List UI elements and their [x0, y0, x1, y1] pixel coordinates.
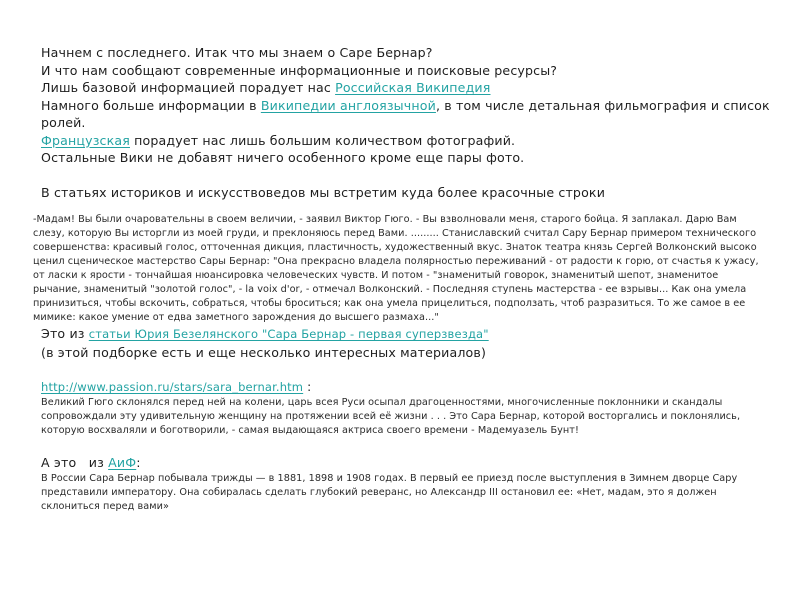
russian-wikipedia-link[interactable]: Российская Википедия [335, 80, 491, 95]
source3-line [41, 454, 771, 472]
source1-line [41, 325, 771, 344]
intro-line-3 [41, 79, 771, 97]
quote-block [33, 213, 763, 325]
french-wikipedia-link[interactable]: Французская [41, 132, 130, 148]
source3-text: В России Сара Бернар побывала трижды — в 1881, 1898 и 1908 годах. В первый ее приезд после выступления в Зимнем дворце Сару представили императору. Она собиралась сделать глубокий реверанс, но Александр III остановил ее: «Нет, мадам, это я должен склониться перед вами» [41, 472, 738, 512]
intro-line-4-rest: , в том числе детальная фильмография и список ролей. [41, 97, 770, 130]
source1-note: (в этой подборке есть и еще несколько интересных материалов) [41, 344, 487, 360]
intro-line-4 [41, 97, 771, 132]
intro-line-1: Начнем с последнего. Итак что мы знаем о Саре Бернар? [41, 45, 433, 60]
aif-link[interactable]: АиФ [108, 455, 137, 470]
source2-line [41, 379, 771, 396]
source3-colon: : [136, 455, 141, 470]
bezelyansky-article-link[interactable]: статьи Юрия Безелянского "Сара Бернар - первая суперзвезда" [88, 327, 489, 341]
source2-text: Великий Гюго склонялся перед ней на колени, царь всея Руси осыпал драгоценностями, многочисленные поклонники и скандалы сопровождали эту удивительную женщину на протяжении всей её жизни . . . Это Сара Бернар, которой восторгались и поклонялись, которую восхваляли и боготворили, - самая выдающаяся актриса своего времени - Мадемуазель Бунт! [41, 397, 741, 436]
intro-line-6: Остальные Вики не добавят ничего особенного кроме еще пары фото. [41, 150, 525, 165]
intro-line-4-text: Намного больше информации в [41, 97, 261, 113]
intro-line-3-text: Лишь базовой информацией порадует нас [41, 80, 336, 95]
english-wikipedia-link[interactable]: Википедии англоязычной [260, 97, 436, 113]
document-body [33, 44, 771, 514]
source3-prefix: А это из [41, 455, 109, 470]
passion-ru-link[interactable]: http://www.passion.ru/stars/sara_bernar.htm [41, 380, 304, 394]
source1-prefix: Это из [41, 326, 89, 341]
intro-line-5 [41, 132, 771, 150]
source2-colon: : [303, 380, 312, 394]
intro-line-2: И что нам сообщают современные информационные и поисковые ресурсы? [41, 62, 558, 78]
intro-line-5-rest: порадует нас лишь большим количеством фотографий. [129, 132, 516, 148]
quote-text: -Мадам! Вы были очаровательны в своем величии, - заявил Виктор Гюго. - Вы взволновали меня, старого бойца. Я заплакал. Дарю Вам слезу, которую Вы исторгли из моей груди, и преклоняюсь перед Вами. ......... Станиславский считал Сару Бернар примером технического совершенства: красивый голос, отточенная дикция, пластичность, художественный вкус. Знаток театра князь Сергей Волконский высоко ценил сценическое мастерство Сары Бернар: "Она прекрасно владела полярностью переживаний - от радости к горю, от счастья к ужасу, от ласки к ярости - тончайшая нюансировка человеческих чувств. И потом - "знаменитый говорок, знаменитый шепот, знаменитое рычание, знаменитый "золотой голос", - la voix d'or, - отмечал Волконский. - Последняя ступень мастерства - ее взрывы... Как она умела принизиться, чтобы вскочить, собраться, чтобы броситься; как она умела прицелиться, подползать, чтоб разразиться. То же самое в ее мимике: какое умение от едва заметного зарождения до высшего размаха..." [33, 214, 759, 323]
intro-line-7: В статьях историков и искусствоведов мы встретим куда более красочные строки [41, 184, 606, 200]
